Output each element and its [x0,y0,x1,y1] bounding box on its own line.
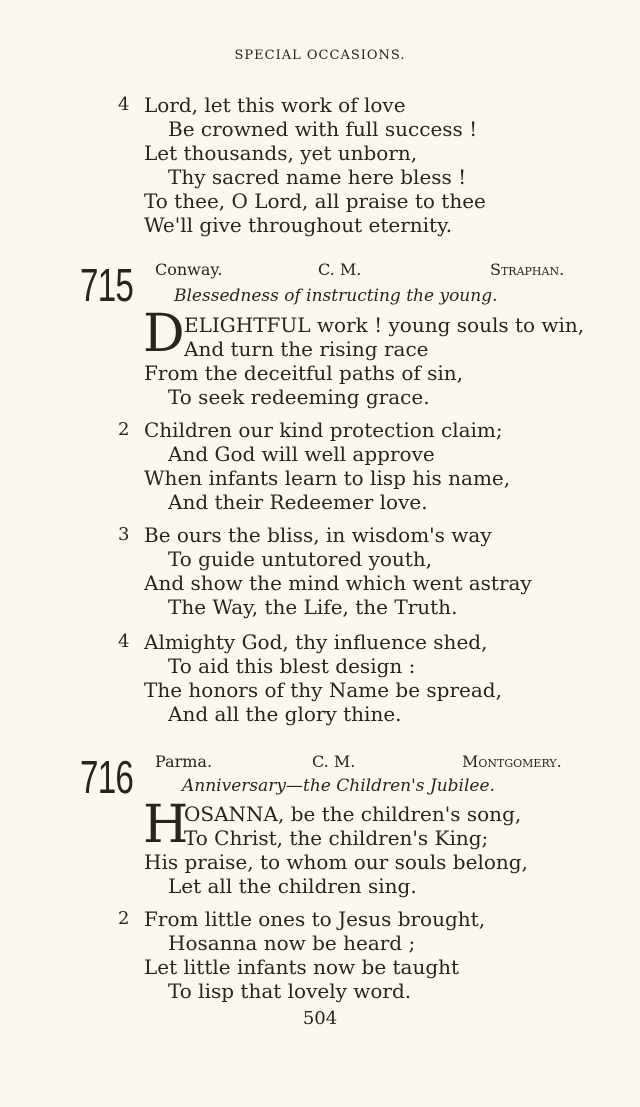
drop-cap: D [143,304,185,364]
drop-cap: H [143,795,189,855]
verse-line: ELIGHTFUL work ! young souls to win, [184,313,585,337]
tune-name: Parma. [155,752,213,771]
verse-line: The honors of thy Name be spread, [144,678,502,702]
composer: Montgomery. [462,752,562,771]
meter: C. M. [312,752,356,771]
verse-line: Let thousands, yet unborn, [144,141,418,165]
verse-line: Be crowned with full success ! [168,117,478,141]
verse-line: Hosanna now be heard ; [168,931,416,955]
page-number: 504 [302,1008,338,1029]
verse-line: To aid this blest design : [168,654,416,678]
verse-line: OSANNA, be the children's song, [184,802,522,826]
verse-line: And all the glory thine. [168,702,402,726]
verse-line: To lisp that lovely word. [168,979,412,1003]
composer: Straphan. [490,260,565,279]
verse-line: We'll give throughout eternity. [144,213,453,237]
verse-line: And their Redeemer love. [168,490,428,514]
verse-line: To Christ, the children's King; [184,826,489,850]
hymn-subtitle: Blessedness of instructing the young. [174,286,498,306]
verse-line: From the deceitful paths of sin, [144,361,464,385]
verse-line: When infants learn to lisp his name, [144,466,511,490]
running-header: SPECIAL OCCASIONS. [234,48,406,63]
stanza-number: 2 [118,419,130,440]
verse-line: To seek redeeming grace. [168,385,430,409]
verse-line: The Way, the Life, the Truth. [168,595,458,619]
hymn-number: 715 [80,259,134,311]
meter: C. M. [318,260,362,279]
verse-line: His praise, to whom our souls belong, [144,850,528,874]
verse-line: To guide untutored youth, [168,547,433,571]
stanza-number: 3 [118,524,130,545]
stanza-number: 4 [118,631,130,652]
verse-line: And show the mind which went astray [144,571,532,595]
verse-line: And God will well approve [168,442,435,466]
verse-line: Lord, let this work of love [144,93,406,117]
verse-line: Children our kind protection claim; [144,418,503,442]
verse-line: Be ours the bliss, in wisdom's way [144,523,492,547]
verse-line: Thy sacred name here bless ! [168,165,467,189]
verse-line: Let all the children sing. [168,874,417,898]
stanza-number: 2 [118,908,130,929]
hymn-subtitle: Anniversary—the Children's Jubilee. [182,776,495,796]
verse-line: To thee, O Lord, all praise to thee [144,189,486,213]
stanza-number: 4 [118,94,130,115]
verse-line: From little ones to Jesus brought, [144,907,486,931]
verse-line: And turn the rising race [184,337,429,361]
hymn-number: 716 [80,751,134,803]
verse-line: Let little infants now be taught [144,955,460,979]
verse-line: Almighty God, thy influence shed, [144,630,488,654]
tune-name: Conway. [155,260,223,279]
